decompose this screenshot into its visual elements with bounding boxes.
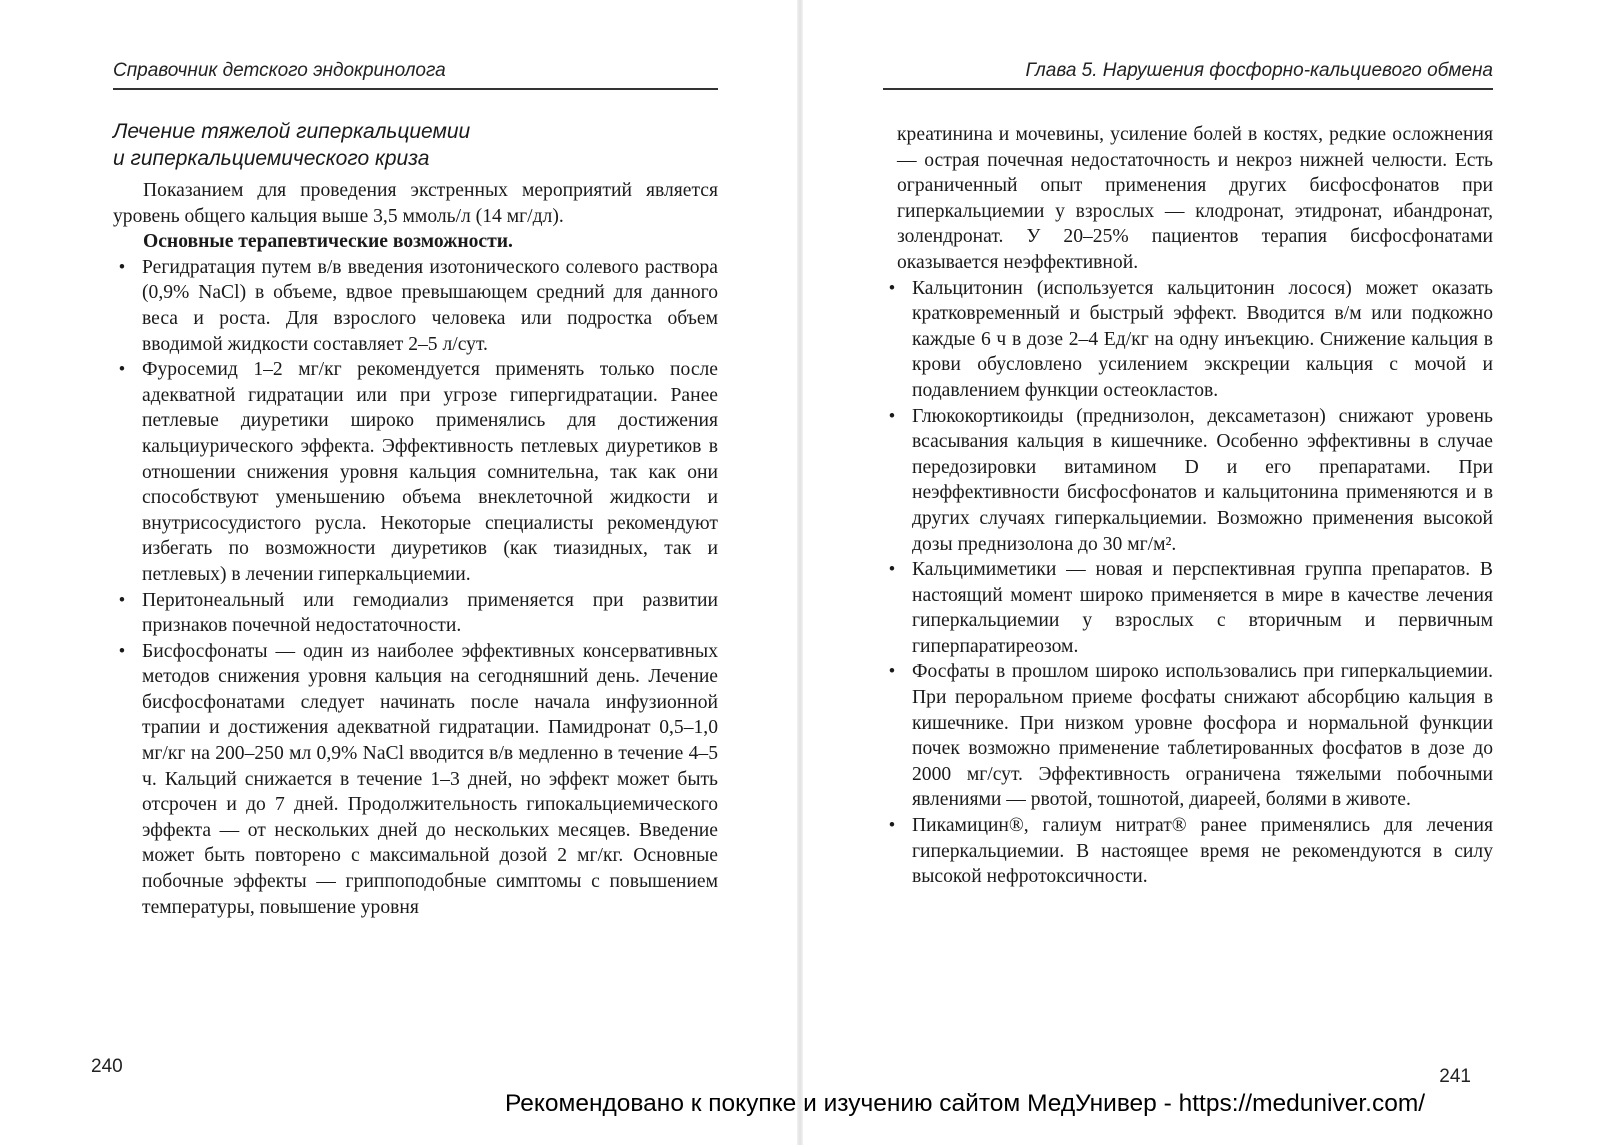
section-title-line-1: Лечение тяжелой гиперкальциемии	[113, 120, 471, 143]
bullet-icon: •	[888, 661, 896, 683]
right-running-header: Глава 5. Нарушения фосфорно-кальциевого обмена	[883, 58, 1493, 90]
bullet-icon: •	[888, 277, 896, 299]
list-item-text: Кальцитонин (используется кальцитонин лосося) может оказать кратковременный и быстрый эффект. Вводится в/м или подкожно каждые 6 ч в дозе 2–4 Ед/кг на одну инъекцию. Снижение кальция в крови обусловлено усилением экскреции кальция с мочой и подавлением функции остеокластов.	[912, 277, 1493, 401]
left-page	[91, 0, 718, 1145]
bullet-icon: •	[118, 256, 126, 278]
section-title-line-2: и гиперкальциемического криза	[113, 147, 430, 170]
continued-paragraph: креатинина и мочевины, усиление болей в костях, редкие осложнения — острая почечная недостаточность и некроз нижней челюсти. Есть ограниченный опыт применения других бисфосфонатов при гиперкальциемии у взрослых — клодронат, этидронат, ибандронат, золендронат. У 20–25% пациентов терапия бисфосфонатами оказывается неэффективной.	[897, 124, 1493, 273]
therapy-subheading: Основные терапевтические возможности.	[143, 231, 513, 253]
section-title	[113, 118, 718, 172]
list-item	[113, 357, 718, 587]
list-item	[883, 813, 1493, 890]
list-item-text: Перитонеальный или гемодиализ применяется при развитии признаков почечной недостаточности.	[142, 589, 718, 637]
list-item	[113, 255, 718, 357]
bullet-icon: •	[888, 815, 896, 837]
list-item-text: Регидратация путем в/в введения изотонического солевого раствора (0,9% NaCl) в объеме, вдвое превышающем средний для данного веса и роста. Для взрослого человека или подростка объем вводимой жидкости составляет 2–5 л/сут.	[142, 256, 718, 355]
list-item	[883, 659, 1493, 813]
list-item	[883, 404, 1493, 558]
right-page-number: 241	[1439, 1066, 1471, 1087]
bullet-icon: •	[118, 640, 126, 662]
left-bullet-list	[113, 255, 718, 920]
bullet-icon: •	[888, 405, 896, 427]
list-item-text: Кальцимиметики — новая и перспективная группа препаратов. В настоящий момент широко применяется в мире в качестве лечения гиперкальциемии у взрослых с вторичным и первичным гиперпаратиреозом.	[912, 559, 1493, 657]
list-item-text: Фосфаты в прошлом широко использовались при гиперкальциемии. При пероральном приеме фосфаты снижают абсорбцию кальция в кишечнике. При низком уровне фосфора и нормальной функции почек возможно применение таблетированных фосфатов в дозе до 2000 мг/сут. Эффективность ограничена тяжелыми побочными явлениями — рвотой, тошнотой, диареей, болями в животе.	[912, 661, 1493, 811]
list-item	[113, 639, 718, 921]
list-item	[883, 276, 1493, 404]
list-item-text: Глюкокортикоиды (преднизолон, дексаметазон) снижают уровень всасывания кальция в кишечнике. Особенно эффективны в случае передозировки витамином D и его препаратами. При неэффективности бисфосфонатов и кальцитонина применяются и в других случаях гиперкальциемии. Возможно применения высокой дозы преднизолона до 30 мг/м².	[912, 405, 1493, 555]
bullet-icon: •	[118, 589, 126, 611]
right-bullet-list	[883, 276, 1493, 890]
list-item-text: Пикамицин®, галиум нитрат® ранее применялись для лечения гиперкальциемии. В настоящее время не рекомендуются в силу высокой нефротоксичности.	[912, 815, 1493, 888]
list-item-text: Бисфосфонаты — один из наиболее эффективных консервативных методов снижения уровня кальция на сегодняшний день. Лечение бисфосфонатами следует начинать после начала инфузионной трапии и достижения адекватной гидратации. Памидронат 0,5–1,0 мг/кг на 200–250 мл 0,9% NaCl вводится в/в медленно в течение 4–5 ч. Кальций снижается в течение 1–3 дней, но эффект может быть отсрочен и до 7 дней. Продолжительность гипокальциемического эффекта — от нескольких дней до нескольких месяцев. Введение может быть повторено с максимальной дозой 2 мг/кг. Основные побочные эффекты — гриппоподобные симптомы с повышением температуры, повышение уровня	[142, 640, 718, 918]
book-spine	[797, 0, 803, 1145]
left-running-header: Справочник детского эндокринолога	[113, 58, 718, 90]
right-page	[883, 0, 1493, 1145]
bullet-icon: •	[118, 359, 126, 381]
right-body-text	[883, 122, 1493, 890]
list-item	[883, 557, 1493, 659]
bullet-icon: •	[888, 559, 896, 581]
list-item	[113, 588, 718, 639]
list-item-text: Фуросемид 1–2 мг/кг рекомендуется применять только после адекватной гидратации или при угрозе гипергидратации. Ранее петлевые диуретики широко применялись для достижения кальциурического эффекта. Эффективность петлевых диуретиков в отношении снижения уровня кальция сомнительна, так как они способствуют уменьшению объема внеклеточной жидкости и внутрисосудистого русла. Некоторые специалисты рекомендуют избегать по возможности диуретиков (как тиазидных, так и петлевых) в лечении гиперкальциемии.	[142, 359, 718, 585]
footer-recommendation-note: Рекомендовано к покупке и изучению сайтом МедУнивер - https://meduniver.com/	[505, 1090, 1426, 1117]
intro-paragraph: Показанием для проведения экстренных мероприятий является уровень общего кальция выше 3,5 ммоль/л (14 мг/дл).	[113, 180, 718, 227]
left-body-text	[113, 178, 718, 920]
left-page-number: 240	[91, 1056, 123, 1077]
